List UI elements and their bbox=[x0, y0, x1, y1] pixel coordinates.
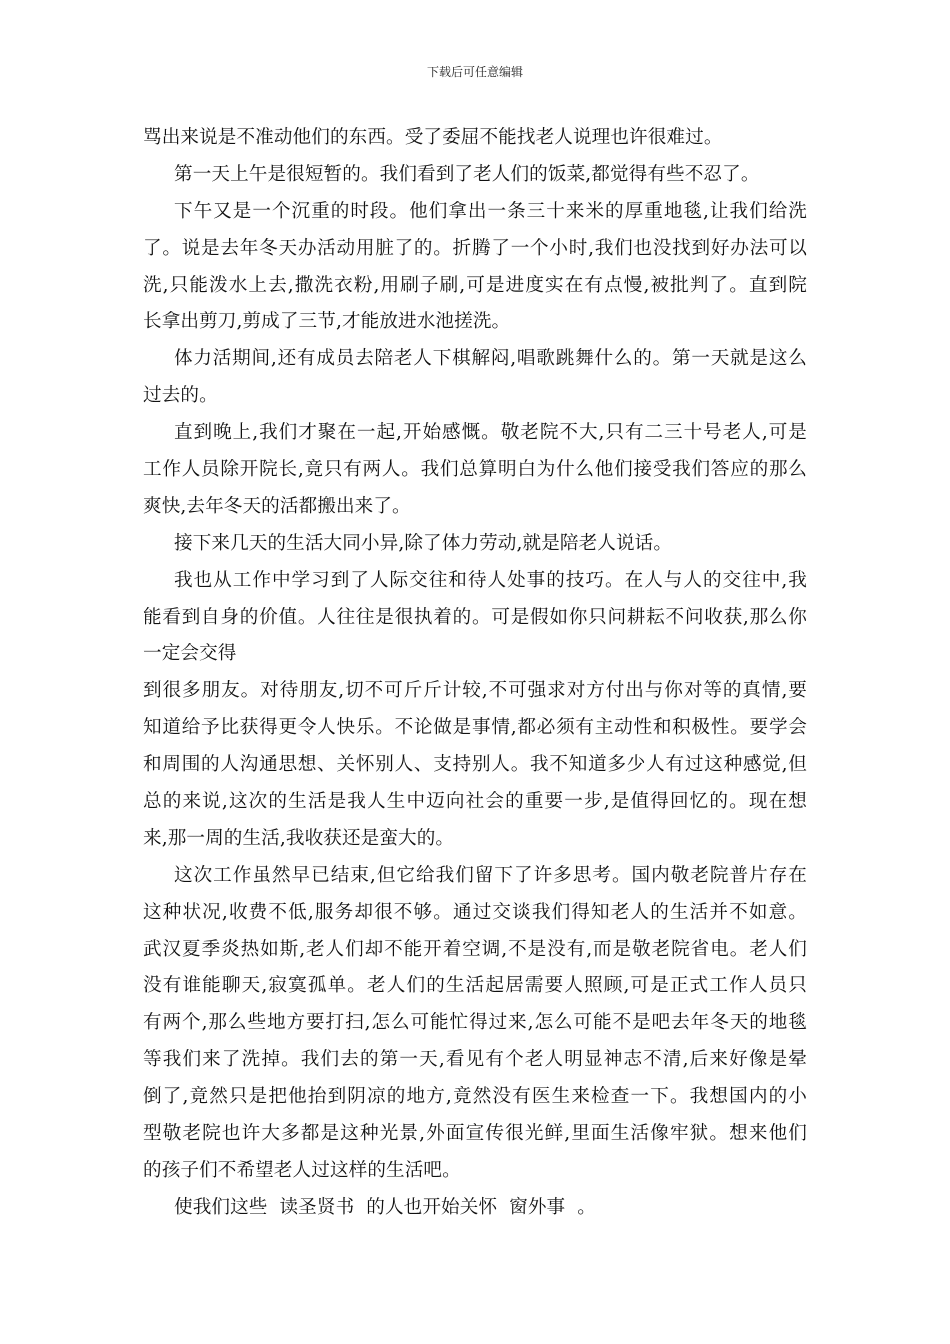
text-line: 下午又是一个沉重的时段。他们拿出一条三十来米的厚重地毯,让我们给洗 bbox=[174, 200, 807, 222]
text-line: 倒了,竟然只是把他抬到阴凉的地方,竟然没有医生来检查一下。我想国内的小 bbox=[143, 1086, 807, 1108]
text-line: 了。说是去年冬天办活动用脏了的。折腾了一个小时,我们也没找到好办法可以 bbox=[143, 237, 807, 259]
text-line: 洗,只能泼水上去,撒洗衣粉,用刷子刷,可是进度实在有点慢,被批判了。直到院 bbox=[143, 274, 807, 296]
text-line: 一定会交得 bbox=[143, 643, 237, 665]
text-line: 过去的。 bbox=[143, 385, 218, 407]
text-line: 长拿出剪刀,剪成了三节,才能放进水池搓洗。 bbox=[143, 311, 511, 333]
text-line: 总的来说,这次的生活是我人生中迈向社会的重要一步,是值得回忆的。现在想 bbox=[143, 791, 807, 813]
text-line: 到很多朋友。对待朋友,切不可斤斤计较,不可强求对方付出与你对等的真情,要 bbox=[143, 680, 807, 702]
text-line: 这次工作虽然早已结束,但它给我们留下了许多思考。国内敬老院普片存在 bbox=[174, 864, 807, 886]
text-line: 直到晚上,我们才聚在一起,开始感慨。敬老院不大,只有二三十号老人,可是 bbox=[174, 422, 807, 444]
document-body bbox=[143, 120, 807, 1227]
text-line: 接下来几天的生活大同小异,除了体力劳动,就是陪老人说话。 bbox=[174, 532, 673, 554]
text-line: 武汉夏季炎热如斯,老人们却不能开着空调,不是没有,而是敬老院省电。老人们 bbox=[143, 938, 807, 960]
text-line: 型敬老院也许大多都是这种光景,外面宣传很光鲜,里面生活像牢狱。想来他们 bbox=[143, 1123, 807, 1145]
text-line: 的孩子们不希望老人过这样的生活吧。 bbox=[143, 1159, 461, 1181]
text-line: 来,那一周的生活,我收获还是蛮大的。 bbox=[143, 827, 455, 849]
text-line: 知道给予比获得更令人快乐。不论做是事情,都必须有主动性和积极性。要学会 bbox=[143, 717, 807, 739]
text-line: 体力活期间,还有成员去陪老人下棋解闷,唱歌跳舞什么的。第一天就是这么 bbox=[174, 348, 807, 370]
text-line: 使我们这些 读圣贤书 的人也开始关怀 窗外事 。 bbox=[174, 1196, 596, 1218]
text-line: 能看到自身的价值。人往往是很执着的。可是假如你只问耕耘不问收获,那么你 bbox=[143, 606, 807, 628]
text-line: 没有谁能聊天,寂寞孤单。老人们的生活起居需要人照顾,可是正式工作人员只 bbox=[143, 975, 807, 997]
text-line: 这种状况,收费不低,服务却很不够。通过交谈我们得知老人的生活并不如意。 bbox=[143, 901, 807, 923]
text-line: 爽快,去年冬天的活都搬出来了。 bbox=[143, 495, 411, 517]
text-line: 和周围的人沟通思想、关怀别人、支持别人。我不知道多少人有过这种感觉,但 bbox=[143, 754, 807, 776]
page-header: 下载后可任意编辑 bbox=[426, 65, 523, 79]
text-line: 骂出来说是不准动他们的东西。受了委屈不能找老人说理也许很难过。 bbox=[143, 127, 723, 148]
text-line: 工作人员除开院长,竟只有两人。我们总算明白为什么他们接受我们答应的那么 bbox=[143, 459, 807, 481]
text-line: 第一天上午是很短暂的。我们看到了老人们的饭菜,都觉得有些不忍了。 bbox=[174, 163, 760, 185]
text-line: 有两个,那么些地方要打扫,怎么可能忙得过来,怎么可能不是吧去年冬天的地毯 bbox=[143, 1012, 807, 1034]
text-line: 我也从工作中学习到了人际交往和待人处事的技巧。在人与人的交往中,我 bbox=[174, 569, 807, 591]
text-line: 等我们来了洗掉。我们去的第一天,看见有个老人明显神志不清,后来好像是晕 bbox=[143, 1049, 807, 1071]
